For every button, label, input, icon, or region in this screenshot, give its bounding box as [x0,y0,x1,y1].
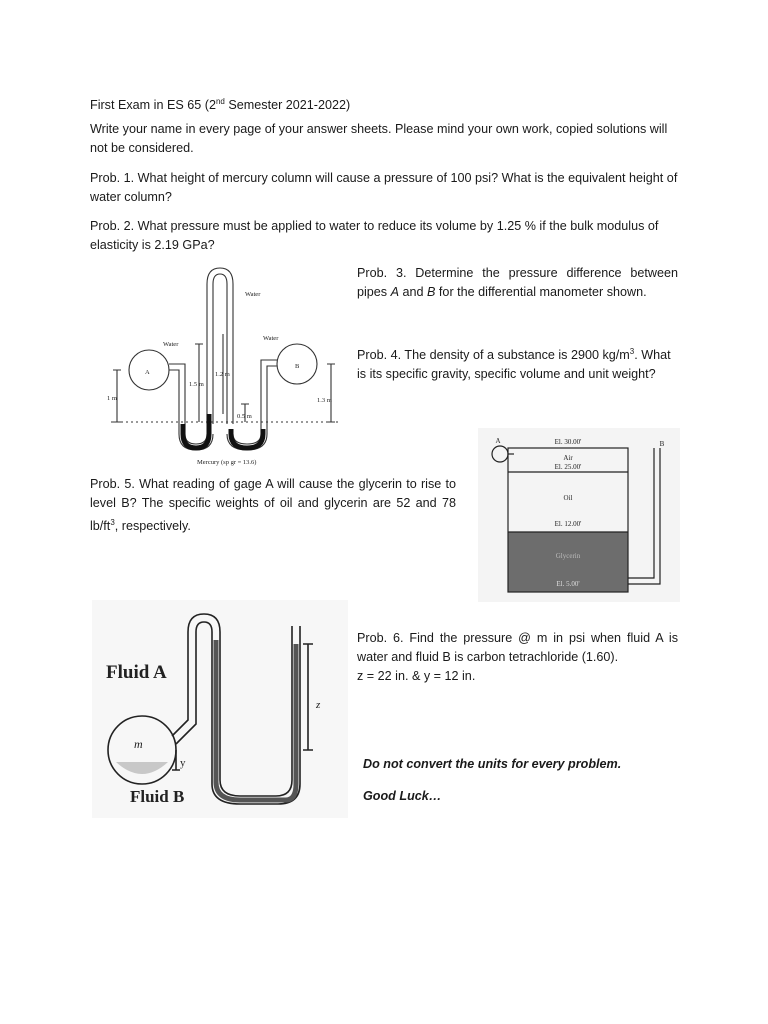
exam-title: First Exam in ES 65 (2nd Semester 2021-2022) [90,97,351,113]
label-water-right: Water [263,335,279,342]
problem-1: Prob. 1. What height of mercury column will cause a pressure of 100 psi? What is the equivalent height of water column? [90,171,678,204]
label-el-5: El. 5.00' [556,580,580,588]
label-el-12: El. 12.00' [554,520,582,528]
label-water-top: Water [245,291,261,298]
units-note: Do not convert the units for every problem. [363,757,622,771]
problem-2: Prob. 2. What pressure must be applied to water to reduce its volume by 1.25 % if the bulk modulus of elasticity is 2.19 GPa? [90,219,659,252]
problem-4: Prob. 4. The density of a substance is 2900 $kg/m^3$. What is its specific gravity, specific volume and unit weight? [357,347,671,382]
label-glycerin: Glycerin [555,552,581,560]
problem-6-values: z = 22 in. & y = 12 in. [357,669,476,683]
label-fluid-b: Fluid B [130,787,185,806]
label-oil: Oil [563,494,573,502]
label-level-b: B [659,440,665,448]
label-el-30: El. 30.00' [554,438,582,446]
label-y: y [180,757,186,769]
label-z: z [316,699,321,711]
label-fluid-a: Fluid A [106,662,167,683]
figure-prob5-tank [478,428,680,602]
problem-6: Prob. 6. Find the pressure @ m in psi when fluid A is water and fluid B is carbon tetrachloride (1.60). z = 22 in. & y = 12 in. [357,631,678,683]
label-el-25: El. 25.00' [554,463,582,471]
good-luck: Good Luck… [363,789,442,803]
label-m: m [134,737,143,751]
mercury-left [183,414,209,448]
label-air: Air [563,454,573,462]
label-1-5m: 1.5 m [189,381,204,388]
figure-prob6-manometer [92,600,348,818]
problem-5: Prob. 5. What reading of gage A will cause the glycerin to rise to level B? The specific weights of oil and glycerin are 52 and 78 $lb/ft^3$, respectively. [90,477,456,534]
mercury-right [231,429,263,448]
label-1m: 1 m [107,395,117,402]
figure-prob3-manometer [105,264,345,468]
problem-3: Prob. 3. Determine the pressure difference between pipes A and B for the differential manometer shown. [357,266,678,299]
label-1-2m: 1.2 m [215,371,230,378]
label-0-5m: 0.5 m [237,413,252,420]
label-mercury: Mercury (sp gr = 13.6) [197,459,257,466]
label-water-left: Water [163,341,179,348]
label-1-3m: 1.3 m [317,397,332,404]
instructions: Write your name in every page of your answer sheets. Please mind your own work, copied solutions will not be considered. [90,122,668,155]
label-pipe-a: A [145,369,150,376]
label-pipe-b: B [295,363,300,370]
label-gage-a: A [495,437,501,445]
